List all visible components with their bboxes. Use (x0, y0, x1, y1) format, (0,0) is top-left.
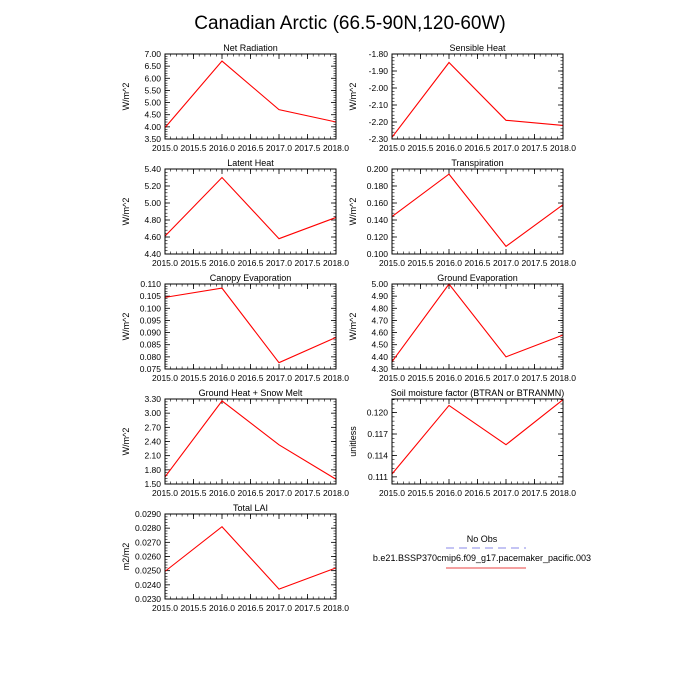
panel-total-lai (121, 503, 349, 613)
x-tick-label: 2017.5 (521, 488, 548, 498)
y-tick-label: 6.50 (144, 61, 161, 72)
plot-frame (165, 399, 336, 484)
x-tick-label: 2016.0 (436, 373, 462, 383)
y-tick-label: 0.114 (367, 450, 388, 461)
x-tick-label: 2016.0 (436, 258, 462, 268)
y-tick-label: 1.50 (144, 479, 161, 489)
x-tick-label: 2018.0 (323, 258, 349, 268)
plot-frame (392, 54, 563, 139)
y-tick-label: 0.110 (140, 279, 161, 289)
x-tick-label: 2017.0 (266, 258, 292, 268)
x-tick-label: 2016.0 (209, 603, 235, 613)
x-tick-label: 2017.0 (266, 488, 292, 498)
x-tick-label: 2015.0 (152, 258, 178, 268)
x-tick-label: 2015.0 (379, 143, 405, 153)
panel-title: Sensible Heat (449, 43, 506, 53)
y-tick-label: 5.50 (144, 85, 161, 96)
y-tick-label: -1.90 (368, 66, 388, 76)
x-tick-label: 2015.5 (407, 373, 434, 383)
y-tick-label: 3.30 (144, 394, 161, 404)
x-tick-label: 2016.0 (209, 258, 235, 268)
y-tick-label: 4.40 (371, 351, 388, 362)
panel-title: Ground Heat + Snow Melt (198, 388, 303, 398)
series-line (392, 284, 563, 362)
y-tick-label: 0.090 (139, 327, 161, 338)
x-tick-label: 2017.5 (294, 488, 321, 498)
x-tick-label: 2015.5 (407, 143, 434, 153)
x-tick-label: 2015.0 (379, 373, 405, 383)
y-tick-label: 5.20 (144, 181, 161, 191)
legend-label-model: b.e21.BSSP370cmip6.f09_g17.pacemaker_pacific.003 (372, 553, 592, 563)
x-tick-label: 2017.0 (493, 488, 519, 498)
y-axis-label: W/m^2 (121, 82, 131, 111)
y-axis-label: unitless (348, 426, 358, 457)
y-tick-label: 0.180 (366, 181, 388, 191)
x-tick-label: 2016.5 (464, 488, 491, 498)
x-tick-label: 2016.0 (436, 488, 462, 498)
y-tick-label: 0.160 (366, 198, 388, 208)
x-tick-label: 2018.0 (323, 488, 349, 498)
x-tick-label: 2016.5 (464, 258, 491, 268)
series-line (165, 288, 336, 363)
y-tick-label: 0.0230 (135, 594, 161, 604)
y-tick-label: 4.90 (371, 291, 388, 302)
y-axis-label: W/m^2 (121, 427, 131, 456)
x-tick-label: 2017.0 (266, 143, 292, 153)
x-tick-label: 2015.5 (180, 373, 207, 383)
x-tick-label: 2016.0 (209, 373, 235, 383)
series-line (392, 174, 563, 246)
x-tick-label: 2017.5 (294, 143, 321, 153)
x-tick-label: 2017.0 (266, 603, 292, 613)
panel-title: Total LAI (232, 503, 269, 513)
y-tick-label: 4.30 (371, 364, 388, 374)
y-tick-label: 0.080 (139, 351, 161, 362)
y-tick-label: 0.0290 (135, 509, 161, 519)
y-axis-label: W/m^2 (121, 197, 131, 226)
y-tick-label: 0.200 (366, 164, 388, 174)
series-line (392, 63, 563, 138)
y-tick-label: 4.60 (371, 327, 388, 338)
y-tick-label: 0.0260 (135, 551, 161, 562)
plot-frame (165, 514, 336, 599)
y-tick-label: 3.00 (144, 408, 161, 419)
panel-ground-evaporation (348, 273, 576, 383)
panel-title: Soil moisture factor (BTRAN or BTRANMN) (390, 388, 565, 398)
y-tick-label: 5.00 (371, 279, 388, 289)
plot-frame (165, 169, 336, 254)
series-line (165, 178, 336, 239)
x-tick-label: 2015.0 (152, 373, 178, 383)
x-tick-label: 2018.0 (323, 143, 349, 153)
x-tick-label: 2017.5 (521, 143, 548, 153)
y-tick-label: -2.20 (368, 117, 388, 127)
x-tick-label: 2016.5 (237, 143, 264, 153)
y-tick-label: 0.085 (139, 339, 161, 350)
y-tick-label: 4.70 (371, 315, 388, 326)
y-axis-label: m2/m2 (121, 542, 131, 571)
x-tick-label: 2015.5 (407, 258, 434, 268)
y-tick-label: 4.80 (144, 215, 161, 225)
series-line (165, 61, 336, 128)
x-tick-label: 2018.0 (550, 258, 576, 268)
plot-frame (165, 54, 336, 139)
x-tick-label: 2015.0 (152, 488, 178, 498)
y-tick-label: -2.30 (368, 134, 388, 144)
y-tick-label: -2.00 (368, 83, 388, 93)
series-line (392, 400, 563, 474)
y-tick-label: 5.00 (144, 97, 161, 108)
x-tick-label: 2017.0 (493, 143, 519, 153)
y-tick-label: 0.105 (139, 291, 161, 302)
y-tick-label: -1.80 (368, 49, 388, 59)
x-tick-label: 2016.0 (209, 488, 235, 498)
series-line (165, 401, 336, 479)
y-tick-label: 0.100 (139, 303, 161, 314)
x-tick-label: 2017.5 (294, 603, 321, 613)
legend-label-obs: No Obs (466, 534, 498, 544)
plot-frame (392, 399, 563, 484)
x-tick-label: 2016.5 (237, 258, 264, 268)
y-tick-label: 2.40 (144, 436, 161, 447)
y-tick-label: 2.10 (144, 450, 161, 461)
y-tick-label: 0.095 (139, 315, 161, 326)
x-tick-label: 2015.5 (180, 143, 207, 153)
x-tick-label: 2018.0 (550, 488, 576, 498)
panel-canopy-evaporation (121, 273, 349, 383)
y-tick-label: 0.120 (366, 232, 388, 242)
x-tick-label: 2016.0 (436, 143, 462, 153)
y-tick-label: 0.111 (367, 471, 388, 482)
x-tick-label: 2017.0 (493, 258, 519, 268)
plot-frame (392, 169, 563, 254)
y-tick-label: 0.100 (366, 249, 388, 259)
y-tick-label: -2.10 (368, 100, 388, 110)
x-tick-label: 2017.5 (294, 373, 321, 383)
panel-soil-moisture-factor-btran-or-btranmn- (348, 388, 576, 498)
x-tick-label: 2015.5 (180, 603, 207, 613)
x-tick-label: 2016.5 (237, 603, 264, 613)
y-tick-label: 4.00 (144, 121, 161, 132)
y-tick-label: 0.0280 (135, 523, 161, 534)
y-tick-label: 0.0250 (135, 565, 161, 576)
x-tick-label: 2018.0 (323, 603, 349, 613)
legend (373, 534, 591, 568)
x-tick-label: 2018.0 (550, 143, 576, 153)
y-tick-label: 0.0270 (135, 537, 161, 548)
x-tick-label: 2018.0 (550, 373, 576, 383)
x-tick-label: 2015.5 (407, 488, 434, 498)
panel-title: Transpiration (451, 158, 504, 168)
y-tick-label: 5.00 (144, 198, 161, 208)
y-tick-label: 0.117 (367, 429, 388, 439)
x-tick-label: 2015.5 (180, 488, 207, 498)
y-tick-label: 0.075 (139, 364, 161, 374)
x-tick-label: 2015.0 (152, 143, 178, 153)
x-tick-label: 2016.0 (209, 143, 235, 153)
y-axis-label: W/m^2 (348, 82, 358, 111)
series-line (165, 527, 336, 589)
y-tick-label: 4.80 (371, 303, 388, 314)
y-axis-label: W/m^2 (348, 197, 358, 226)
x-tick-label: 2017.5 (521, 258, 548, 268)
panel-title: Net Radiation (223, 43, 278, 53)
panel-latent-heat (121, 158, 349, 268)
x-tick-label: 2015.5 (180, 258, 207, 268)
y-tick-label: 0.140 (366, 215, 388, 225)
y-axis-label: W/m^2 (121, 312, 131, 341)
y-tick-label: 5.40 (144, 164, 161, 174)
x-tick-label: 2016.5 (237, 373, 264, 383)
x-tick-label: 2015.0 (379, 488, 405, 498)
y-tick-label: 4.60 (144, 232, 161, 242)
y-tick-label: 4.50 (144, 109, 161, 120)
x-tick-label: 2016.5 (464, 373, 491, 383)
y-tick-label: 4.50 (371, 339, 388, 350)
panel-title: Canopy Evaporation (209, 273, 292, 283)
panel-ground-heat-snow-melt (121, 388, 349, 498)
plot-frame (165, 284, 336, 369)
x-tick-label: 2017.5 (294, 258, 321, 268)
panel-net-radiation (121, 43, 349, 153)
x-tick-label: 2017.0 (266, 373, 292, 383)
y-tick-label: 2.70 (144, 422, 161, 433)
x-tick-label: 2016.5 (464, 143, 491, 153)
x-tick-label: 2015.0 (379, 258, 405, 268)
y-tick-label: 7.00 (144, 49, 161, 59)
y-tick-label: 6.00 (144, 73, 161, 84)
panel-title: Ground Evaporation (437, 273, 518, 283)
x-tick-label: 2017.0 (493, 373, 519, 383)
y-tick-label: 4.40 (144, 249, 161, 259)
y-tick-label: 3.50 (144, 134, 161, 144)
y-tick-label: 0.0240 (135, 579, 161, 590)
y-tick-label: 0.120 (366, 407, 388, 418)
figure-title: Canadian Arctic (66.5-90N,120-60W) (194, 13, 506, 34)
x-tick-label: 2015.0 (152, 603, 178, 613)
panel-transpiration (348, 158, 576, 268)
x-tick-label: 2016.5 (237, 488, 264, 498)
panel-title: Latent Heat (227, 158, 274, 168)
y-tick-label: 1.80 (144, 464, 161, 475)
y-axis-label: W/m^2 (348, 312, 358, 341)
x-tick-label: 2017.5 (521, 373, 548, 383)
panel-sensible-heat (348, 43, 576, 153)
x-tick-label: 2018.0 (323, 373, 349, 383)
